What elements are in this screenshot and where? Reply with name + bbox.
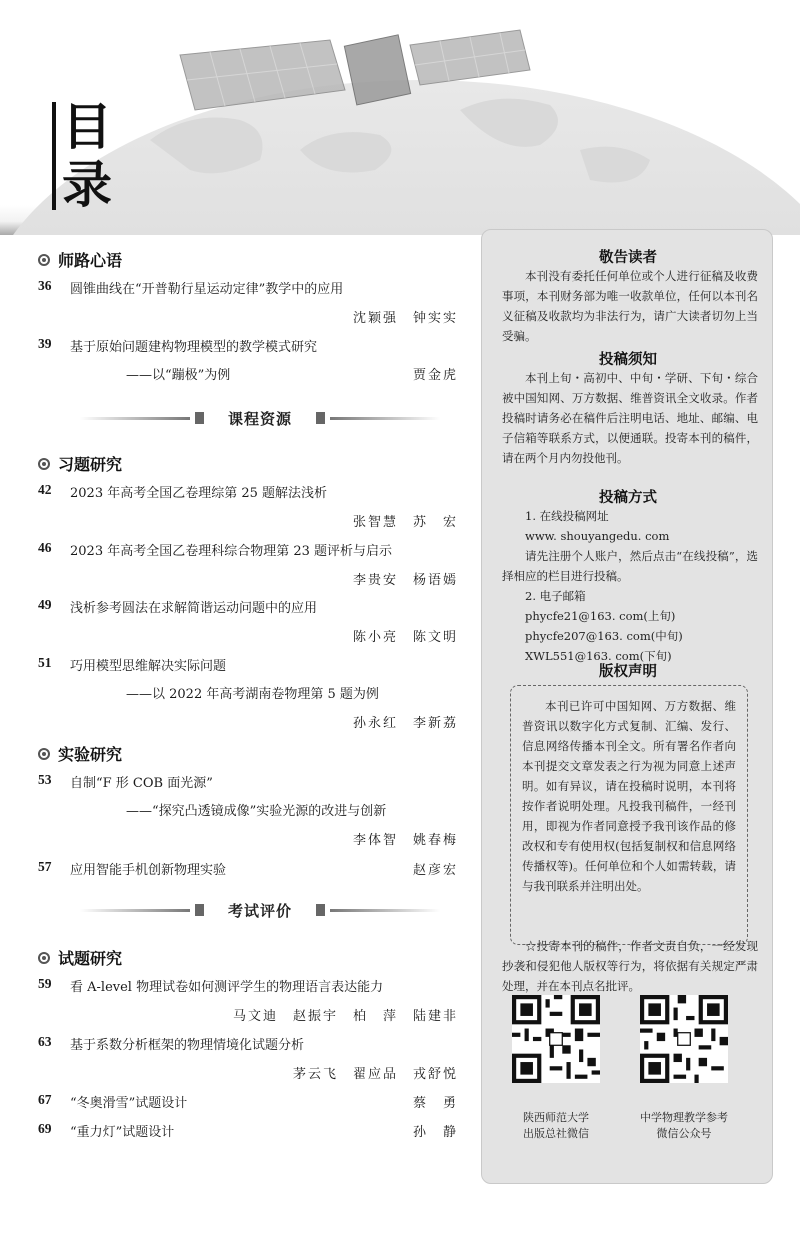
page-number: 49 [38,597,52,612]
email-link: phycfe21@163. com(上旬) [525,609,676,623]
entry-authors: 赵彦宏 [412,863,458,878]
entry-title: “冬奥滑雪”试题设计 [70,1096,188,1111]
notice-text: 本刊没有委托任何单位或个人进行征稿及收费事项，本刊财务部为唯一收款单位，任何以本刊名义征稿及收款均为非法行为，请广大读者切勿上当受骗。 [502,269,758,343]
entry-title: 浅析参考圆法在求解简谐运动问题中的应用 [70,601,318,616]
header-banner [0,0,800,235]
category-banner-kaoshi: 考试评价 [60,898,460,922]
warning-text: ☆投寄本刊的稿件，作者文责自负，一经发现抄袭和侵犯他人版权等行为，将依据有关规定严肃处理，并在本刊点名批评。 [502,939,758,993]
method-title: 投稿方式 [599,490,657,506]
entry-subtitle: ——“探究凸透镜成像”实验光源的改进与创新 [126,804,387,819]
notice-title: 敬告读者 [599,250,657,266]
method-text: 1. 在线投稿网址 www. shouyangedu. com 请先注册个人账户，然后点击“在线投稿”，选择相应的栏目进行投稿。 2. 电子邮箱 phycfe21@163. com(上旬) phycfe207@163. com(中旬) XWL551@163. com(下旬) [502,506,758,666]
qr2-caption: 中学物理教学参考 微信公众号 [640,1111,728,1140]
section-heading-shiti: 试题研究 [38,946,122,969]
entry-authors: 马文迪 赵振宇 柏 萍 陆建非 [232,1009,458,1024]
entry-authors: 贾金虎 [412,368,458,383]
page-number: 53 [38,772,52,787]
guide-text: 本刊上旬・高初中、中旬・学研、下旬・综合被中国知网、万方数据、维普资讯全文收录。作者投稿时请务必在稿件后注明电话、地址、邮编、电子信箱等联系方式，以便通联。投寄本刊的稿件，请在两个月内勿投他刊。 [502,371,758,465]
entry-title: 2023 年高考全国乙卷理综第 25 题解法浅析 [70,486,328,501]
title-accent-bar [52,102,56,210]
entry-title: 看 A-level 物理试卷如何测评学生的物理语言表达能力 [70,980,384,995]
entry-title: 自制“F 形 COB 面光源” [70,776,213,791]
page-number: 42 [38,482,52,497]
info-panel [481,229,773,1184]
page-number: 39 [38,336,52,351]
email-link: phycfe207@163. com(中旬) [525,629,683,643]
page-number: 69 [38,1121,52,1136]
qr-code-icon[interactable] [640,995,728,1083]
bullet-icon [38,952,50,964]
entry-authors: 茅云飞 翟应品 戎舒悦 [292,1067,458,1082]
page-number: 59 [38,976,52,991]
page-number: 46 [38,540,52,555]
entry-authors: 张智慧 苏 宏 [352,515,458,530]
bullet-icon [38,748,50,760]
section-heading-shilu: 师路心语 [38,248,122,271]
email-link: XWL551@163. com(下旬) [525,649,672,663]
page-number: 36 [38,278,52,293]
page-number: 63 [38,1034,52,1049]
guide-title: 投稿须知 [599,352,657,368]
entry-title: 应用智能手机创新物理实验 [70,863,227,878]
bullet-icon [38,458,50,470]
qr-code-icon[interactable] [512,995,600,1083]
entry-authors: 孙永红 李新荔 [352,716,458,731]
entry-authors: 李体智 姚春梅 [352,833,458,848]
entry-title: 基于原始问题建构物理模型的教学模式研究 [70,340,318,355]
page-number: 67 [38,1092,52,1107]
entry-authors: 沈颖强 钟实实 [352,311,458,326]
entry-authors: 蔡 勇 [412,1096,458,1111]
category-banner-kecheng: 课程资源 [60,406,460,430]
entry-title: 2023 年高考全国乙卷理科综合物理第 23 题评析与启示 [70,544,393,559]
qr1-caption: 陕西师范大学 出版总社微信 [523,1111,589,1140]
entry-authors: 陈小亮 陈文明 [352,630,458,645]
copyright-text: 本刊已许可中国知网、万方数据、维普资讯以数字化方式复制、汇编、发行、信息网络传播本刊全文。所有署名作者向本刊提交文章发表之行为视为同意上述声明。如有异议，请在投稿时说明，本刊将按作者说明处理。凡投我刊稿件，一经刊用，即视为作者同意授予我刊该作品的修改权和专有使用权(包括复制权和信息网络传播权等)。任何单位和个人如需转载，请与我刊联系并注明出处。 [522,699,736,893]
satellite-globe-illustration [0,0,800,235]
entry-title: 基于系数分析框架的物理情境化试题分析 [70,1038,305,1053]
section-heading-shiyan: 实验研究 [38,742,122,765]
page-number: 57 [38,859,52,874]
entry-authors: 李贵安 杨语嫣 [352,573,458,588]
bullet-icon [38,254,50,266]
page-number: 51 [38,655,52,670]
entry-title: 巧用模型思维解决实际问题 [70,659,227,674]
section-heading-xiti: 习题研究 [38,452,122,475]
entry-authors: 孙 静 [412,1125,458,1140]
page-title: 目录 [62,98,112,214]
website-link: www. shouyangedu. com [525,529,670,543]
copyright-title: 版权声明 [599,664,657,680]
entry-title: “重力灯”试题设计 [70,1125,175,1140]
entry-title: 圆锥曲线在“开普勒行星运动定律”教学中的应用 [70,282,344,297]
entry-subtitle: ——以 2022 年高考湖南卷物理第 5 题为例 [126,687,379,702]
entry-subtitle: ——以“蹦极”为例 [126,368,231,383]
